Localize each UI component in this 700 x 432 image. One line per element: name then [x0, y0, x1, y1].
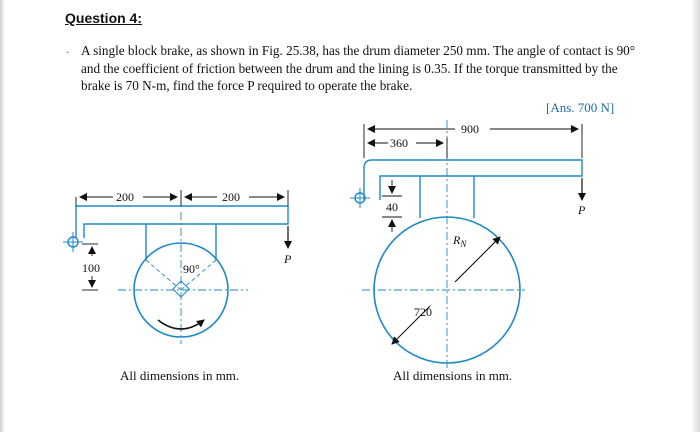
right-dim-360: 360	[390, 136, 408, 150]
problem-statement: A single block brake, as shown in Fig. 25.38, has the drum diameter 250 mm. The angle of contact is 90° and the coefficient of friction between the drum and the lining is 0.35. If the torque transmitted by the brake is 70 N-m, find the force P required to operate the brake.	[81, 43, 636, 93]
right-normal-label: $R_N$	[453, 233, 467, 249]
right-fulcrum-pivot	[350, 188, 370, 208]
right-caption: All dimensions in mm.	[393, 368, 513, 383]
left-force-label: P	[284, 252, 292, 266]
left-caption: All dimensions in mm.	[120, 368, 240, 383]
right-dim-900: 900	[461, 122, 479, 136]
left-contact-line-a	[146, 260, 181, 290]
left-figure	[63, 190, 292, 383]
left-dim-200-b: 200	[222, 190, 240, 204]
left-dim-100: 100	[82, 261, 100, 275]
question-heading: Question 4:	[65, 10, 143, 26]
right-lever	[364, 160, 582, 200]
left-lever	[76, 206, 288, 238]
left-angle-label: 90°	[183, 262, 200, 276]
right-figure	[350, 120, 586, 383]
right-dim-40: 40	[386, 200, 398, 214]
right-dim-720: 720	[414, 305, 432, 319]
right-force-label: P	[578, 203, 586, 217]
bullet-mark: .	[66, 42, 69, 56]
left-fulcrum-pivot	[63, 232, 83, 252]
left-dim-200-a: 200	[116, 190, 134, 204]
answer-label: [Ans. 700 N]	[546, 100, 615, 115]
